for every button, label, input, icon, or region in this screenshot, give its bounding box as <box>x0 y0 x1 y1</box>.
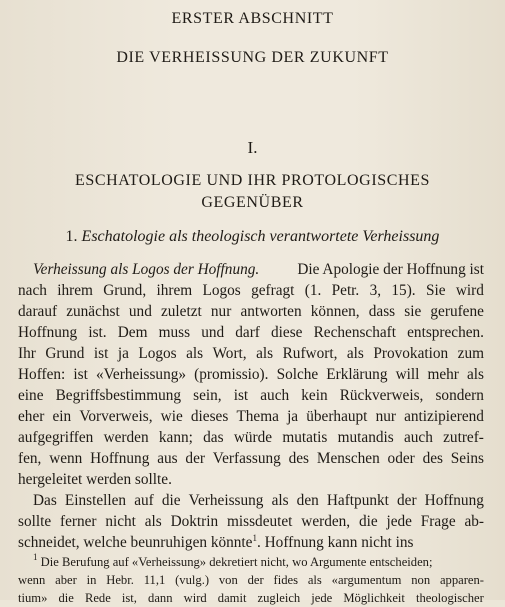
word: Logos <box>138 345 177 362</box>
word: sondern <box>435 387 484 404</box>
word: eher <box>18 408 45 425</box>
word: als <box>256 345 274 362</box>
word: (promissio). <box>194 366 269 383</box>
word: nach <box>18 282 47 299</box>
word: Hoffen: <box>18 366 66 383</box>
word: in <box>86 573 97 587</box>
chapter-title <box>0 170 505 214</box>
word: auch <box>260 387 290 404</box>
word: können, <box>310 303 360 320</box>
word: ein <box>52 408 72 425</box>
word: gerufene <box>430 303 484 320</box>
word: antizipierend <box>404 408 484 425</box>
word: des <box>288 450 310 467</box>
word: als <box>186 345 204 362</box>
word: ihrem <box>57 282 93 299</box>
word: theologischer <box>416 591 484 605</box>
word: Petr. <box>331 282 360 299</box>
word: aber <box>55 573 77 587</box>
word: des <box>422 450 443 467</box>
word: (vulg.) <box>175 573 210 587</box>
word: überhaupt <box>306 408 368 425</box>
word: non <box>411 573 431 587</box>
word: 11,1 <box>143 573 166 587</box>
word: sein, <box>193 387 222 404</box>
word: werden, <box>301 513 351 530</box>
word: Sie <box>425 282 446 299</box>
word: entsprechen. <box>407 324 484 341</box>
word: ist, <box>121 591 137 605</box>
word: Möglichkeit <box>343 591 405 605</box>
word: als <box>271 492 289 509</box>
word: mutatis <box>282 429 328 446</box>
word: muss <box>158 324 191 341</box>
text-line-part: schneidet, welche beunruhigen könnte$^1$. Hoffnung kann nicht ins <box>18 533 414 551</box>
section-title: DIE VERHEISSUNG DER ZUKUNFT <box>116 49 389 66</box>
word: Doktrin <box>170 513 219 530</box>
word: ja <box>287 408 299 425</box>
word: ja <box>117 345 129 362</box>
word: Menschen <box>316 450 380 467</box>
word: Hoffnung <box>424 492 484 509</box>
word: der <box>397 492 417 509</box>
word: Verheissung <box>188 492 264 509</box>
word: «argumentum <box>331 573 402 587</box>
word: ab- <box>464 513 484 530</box>
word: wird <box>455 282 484 299</box>
word: Erklärung <box>326 366 388 383</box>
text-line-rest: Die Apologie der Hoffnung ist <box>297 261 484 278</box>
word: Ihr <box>18 345 36 362</box>
chapter-title-line-2: GEGENÜBER <box>201 194 304 211</box>
footnotes <box>18 553 484 607</box>
word: jede <box>386 513 412 530</box>
word: Hebr. <box>106 573 134 587</box>
word: Thema <box>236 408 279 425</box>
word: darauf <box>18 303 58 320</box>
word: oder <box>387 450 415 467</box>
word: Vorverweis, <box>79 408 153 425</box>
word: «Verheissung» <box>95 366 187 383</box>
text-line <box>18 448 484 469</box>
word: Hoffnung <box>90 450 150 467</box>
word: diese <box>271 324 303 341</box>
word: Solche <box>276 366 319 383</box>
word: Dem <box>117 324 148 341</box>
word: als <box>466 366 484 383</box>
word: Rückverweis, <box>339 387 424 404</box>
word: dann <box>148 591 173 605</box>
body-text <box>18 259 484 553</box>
word: will <box>395 366 420 383</box>
word: Rechenschaft <box>313 324 396 341</box>
word: eine <box>18 387 44 404</box>
word: Begriffsbestimmung <box>55 387 182 404</box>
footnote-line <box>18 571 484 589</box>
word: Grund, <box>103 282 147 299</box>
word: sollte <box>18 513 52 530</box>
word: zum <box>457 345 484 362</box>
word: von <box>218 573 238 587</box>
word: ist <box>93 345 109 362</box>
word: würde <box>233 429 273 446</box>
subsection-title-text: Eschatologie als theologisch verantwortete Verheissung <box>81 228 440 245</box>
word: 15). <box>391 282 416 299</box>
word: Grund <box>45 345 85 362</box>
word: die <box>58 591 74 605</box>
word: Logos <box>202 282 241 299</box>
word: nur <box>210 303 232 320</box>
word: als <box>144 513 162 530</box>
section-label: ERSTER ABSCHNITT <box>171 10 334 27</box>
word: Frage <box>420 513 456 530</box>
word: das <box>203 429 224 446</box>
text-line <box>18 280 484 301</box>
word: auf <box>134 492 154 509</box>
word: ihrem <box>156 282 193 299</box>
word: als <box>307 573 322 587</box>
word: missdeutet <box>227 513 293 530</box>
text-line <box>18 259 484 280</box>
word: aufgegriffen <box>18 429 94 446</box>
word: antworten <box>240 303 302 320</box>
word: ist <box>73 366 88 383</box>
footnote-marker: 1 <box>33 552 38 562</box>
subsection-number: 1. <box>65 228 78 245</box>
word: damit <box>217 591 247 605</box>
word: Verfassung <box>212 450 281 467</box>
text-line <box>18 427 484 448</box>
text-line <box>18 322 484 343</box>
word: Provokation <box>373 345 449 362</box>
subsection-title <box>0 228 505 246</box>
word: dass <box>368 303 396 320</box>
word: Hoffnung <box>18 324 78 341</box>
text-line: hergeleitet werden sollte. <box>18 471 172 488</box>
word: mehr <box>427 366 459 383</box>
word: dieses <box>190 408 229 425</box>
text-line <box>18 301 484 322</box>
word: Einstellen <box>64 492 127 509</box>
word: der <box>247 573 264 587</box>
footnote-line <box>18 589 484 607</box>
word: kann; <box>158 429 193 446</box>
text-line <box>18 511 484 532</box>
word: 3, <box>369 282 382 299</box>
word: wird <box>183 591 207 605</box>
word: aus <box>157 450 178 467</box>
lead-phrase: Verheissung als Logos der Hoffnung. <box>33 261 260 278</box>
word: die <box>161 492 181 509</box>
word: Seins <box>450 450 484 467</box>
word: ist. <box>88 324 107 341</box>
text-line <box>18 406 484 427</box>
word: (1. <box>304 282 322 299</box>
word: zuletzt <box>160 303 202 320</box>
word: Das <box>33 492 57 509</box>
chapter-title-line-1: ESCHATOLOGIE UND IHR PROTOLOGISCHES <box>74 172 431 189</box>
word: zunächst <box>66 303 120 320</box>
word: sie <box>404 303 422 320</box>
word: wenn <box>18 573 46 587</box>
word: der <box>185 450 205 467</box>
text-line <box>18 343 484 364</box>
word: wie <box>160 408 183 425</box>
word: jede <box>311 591 333 605</box>
word: die <box>358 513 378 530</box>
word: Wort, <box>212 345 247 362</box>
word: fides <box>273 573 298 587</box>
word: Rede <box>84 591 111 605</box>
word: ist <box>233 387 249 404</box>
word: darf <box>235 324 260 341</box>
word: ferner <box>59 513 97 530</box>
text-line <box>18 385 484 406</box>
word: fen, <box>18 450 42 467</box>
word: Rufwort, <box>282 345 338 362</box>
chapter-number: I. <box>247 138 258 157</box>
word: nur <box>375 408 396 425</box>
text-line <box>18 490 484 511</box>
word: auch <box>403 429 433 446</box>
word: mutandis <box>337 429 394 446</box>
word: nicht <box>105 513 136 530</box>
word: den <box>296 492 319 509</box>
word: als <box>346 345 364 362</box>
footnote-first-line: $^1$ Die Berufung auf «Verheissung» dekretiert nicht, wo Argumente entscheiden; <box>33 552 433 569</box>
word: und <box>128 303 152 320</box>
word: und <box>201 324 225 341</box>
footnote-reference[interactable]: 1 <box>252 533 257 543</box>
text-line <box>18 364 484 385</box>
word: apparen- <box>439 573 484 587</box>
word: wenn <box>49 450 83 467</box>
word: Haftpunkt <box>326 492 389 509</box>
word: zugleich <box>257 591 301 605</box>
footnote-line <box>18 553 484 571</box>
word: gefragt <box>251 282 295 299</box>
word: kein <box>301 387 328 404</box>
text-line <box>18 532 484 553</box>
word: werden <box>103 429 149 446</box>
word: zutref- <box>443 429 484 446</box>
word: tium» <box>18 591 48 605</box>
